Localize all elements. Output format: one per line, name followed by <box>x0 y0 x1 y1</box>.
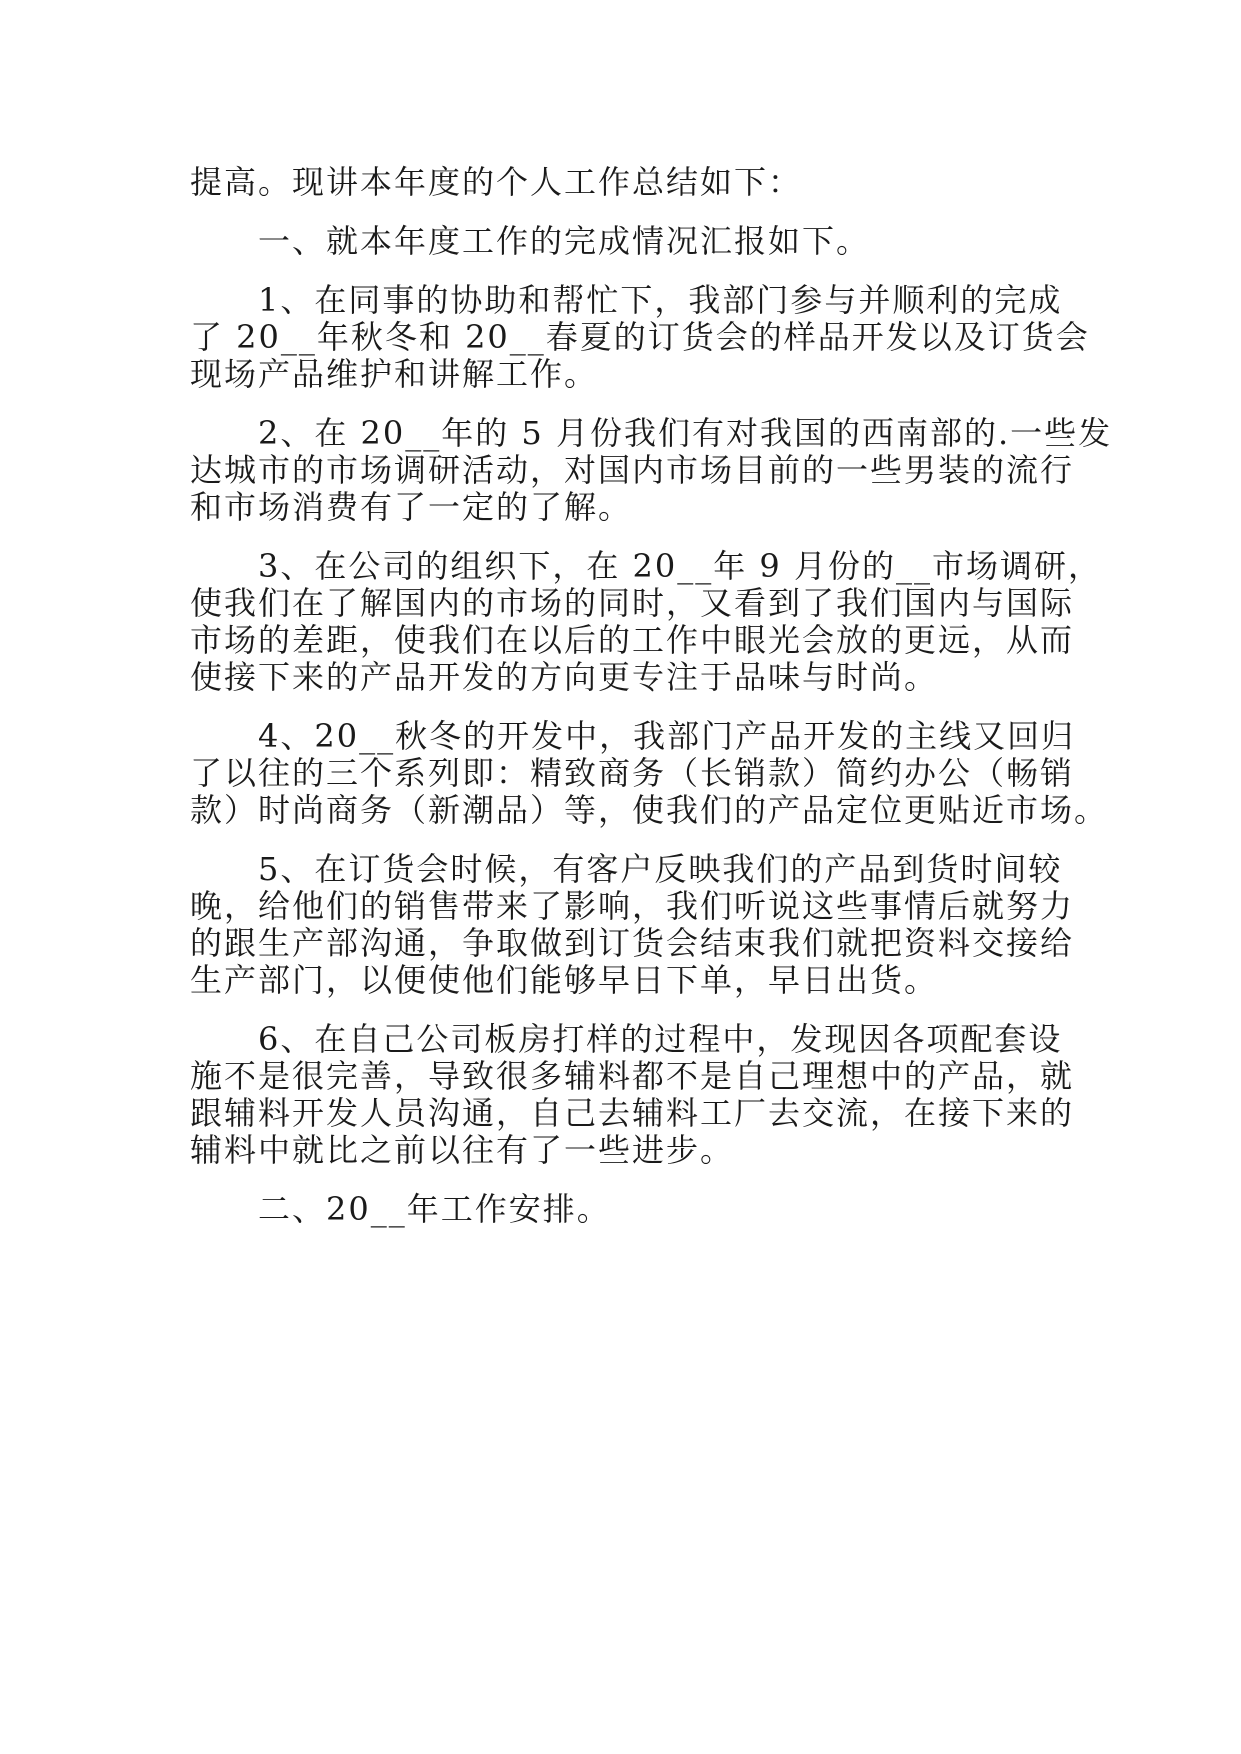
text-line: 3、在公司的组织下，在 20__年 9 月份的__市场调研， <box>190 547 1102 585</box>
text-line: 1、在同事的协助和帮忙下，我部门参与并顺利的完成 <box>190 281 1063 319</box>
text-line: 使我们在了解国内的市场的同时，又看到了我们国内与国际 <box>190 584 1075 622</box>
text-line: 和市场消费有了一定的了解。 <box>190 488 633 526</box>
paragraph-intro-tail <box>190 164 1058 201</box>
text-line: 一、就本年度工作的完成情况汇报如下。 <box>190 222 871 260</box>
text-line: 5、在订货会时候，有客户反映我们的产品到货时间较 <box>190 850 1063 888</box>
text-line: 6、在自己公司板房打样的过程中，发现因各项配套设 <box>190 1020 1063 1058</box>
paragraph-item-5 <box>190 850 1075 999</box>
paragraph-item-3 <box>190 547 1102 696</box>
paragraph-section-one-heading <box>190 223 1058 260</box>
text-line: 二、20__年工作安排。 <box>190 1190 611 1228</box>
text-line: 辅料中就比之前以往有了一些进步。 <box>190 1131 735 1169</box>
paragraph-item-2 <box>190 414 1113 526</box>
paragraph-item-1 <box>190 281 1090 393</box>
text-line: 跟辅料开发人员沟通，自己去辅料工厂去交流，在接下来的 <box>190 1094 1075 1132</box>
paragraph-item-6 <box>190 1020 1075 1169</box>
document-body <box>190 163 1113 1250</box>
text-line: 4、20__秋冬的开发中，我部门产品开发的主线又回归 <box>190 717 1076 755</box>
text-line: 现场产品维护和讲解工作。 <box>190 355 599 393</box>
text-line: 了以往的三个系列即：精致商务（长销款）简约办公（畅销 <box>190 754 1075 792</box>
text-line: 提高。现讲本年度的个人工作总结如下： <box>190 163 803 201</box>
paragraph-section-two-heading <box>190 1191 1058 1228</box>
text-line: 款）时尚商务（新潮品）等，使我们的产品定位更贴近市场。 <box>190 791 1109 829</box>
text-line: 晚，给他们的销售带来了影响，我们听说这些事情后就努力 <box>190 887 1075 925</box>
text-line: 施不是很完善，导致很多辅料都不是自己理想中的产品，就 <box>190 1057 1075 1095</box>
text-line: 了 20__年秋冬和 20__春夏的订货会的样品开发以及订货会 <box>190 318 1090 356</box>
text-line: 市场的差距，使我们在以后的工作中眼光会放的更远，从而 <box>190 621 1075 659</box>
text-line: 的跟生产部沟通，争取做到订货会结束我们就把资料交接给 <box>190 924 1075 962</box>
text-line: 生产部门，以便使他们能够早日下单，早日出货。 <box>190 961 939 999</box>
text-line: 使接下来的产品开发的方向更专注于品味与时尚。 <box>190 658 939 696</box>
text-line: 2、在 20__年的 5 月份我们有对我国的西南部的.一些发 <box>190 414 1113 452</box>
paragraph-item-4 <box>190 717 1109 829</box>
text-line: 达城市的市场调研活动，对国内市场目前的一些男装的流行 <box>190 451 1075 489</box>
